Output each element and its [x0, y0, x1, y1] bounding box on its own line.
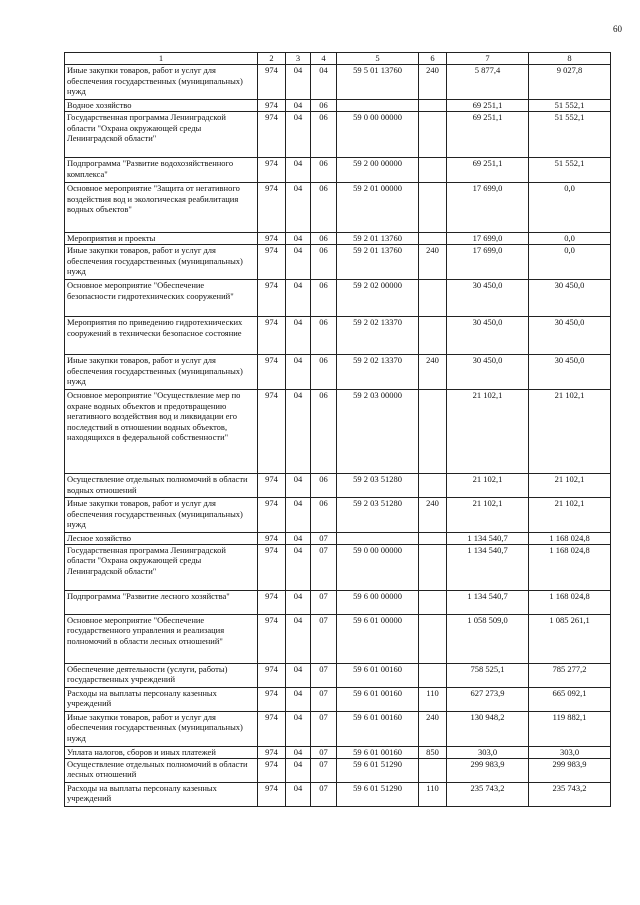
row-amount-year1-cell: 5 877,4 [447, 65, 529, 100]
row-subsection-cell: 07 [311, 663, 337, 687]
table-row [65, 100, 611, 112]
row-ministry-code-cell: 974 [258, 390, 286, 474]
row-subsection-cell: 07 [311, 590, 337, 614]
row-name-cell: Иные закупки товаров, работ и услуг для обеспечения государственных (муниципальных) нужд [65, 245, 258, 280]
table-row [65, 474, 611, 498]
row-amount-year1-cell: 299 983,9 [447, 758, 529, 782]
row-amount-year1-cell: 303,0 [447, 746, 529, 758]
row-target-article-cell: 59 2 03 00000 [337, 390, 419, 474]
row-expense-type-cell [419, 614, 447, 663]
row-name-cell: Иные закупки товаров, работ и услуг для обеспечения государственных (муниципальных) нужд [65, 355, 258, 390]
row-section-cell: 04 [286, 614, 311, 663]
row-subsection-cell: 06 [311, 183, 337, 233]
row-target-article-cell: 59 6 01 00160 [337, 663, 419, 687]
row-amount-year1-cell: 30 450,0 [447, 355, 529, 390]
row-ministry-code-cell: 974 [258, 112, 286, 158]
row-name-cell: Основное мероприятие "Обеспечение безопасности гидротехнических сооружений" [65, 280, 258, 317]
table-row [65, 355, 611, 390]
row-ministry-code-cell: 974 [258, 711, 286, 746]
header-col-3: 3 [286, 53, 311, 65]
row-expense-type-cell [419, 100, 447, 112]
row-target-article-cell: 59 2 01 13760 [337, 233, 419, 245]
row-amount-year2-cell: 30 450,0 [529, 355, 611, 390]
row-target-article-cell: 59 2 02 00000 [337, 280, 419, 317]
row-subsection-cell: 06 [311, 233, 337, 245]
row-name-cell: Основное мероприятие "Защита от негативного воздействия вод и экологическая реабилитация водных объектов" [65, 183, 258, 233]
row-target-article-cell: 59 2 01 00000 [337, 183, 419, 233]
row-target-article-cell: 59 0 00 00000 [337, 112, 419, 158]
row-section-cell: 04 [286, 544, 311, 590]
table-row [65, 65, 611, 100]
row-target-article-cell: 59 2 02 13370 [337, 317, 419, 355]
row-target-article-cell: 59 2 02 13370 [337, 355, 419, 390]
row-name-cell: Мероприятия по приведению гидротехнических сооружений в технически безопасное состояние [65, 317, 258, 355]
row-name-cell: Осуществление отдельных полномочий в области водных отношений [65, 474, 258, 498]
row-expense-type-cell: 240 [419, 711, 447, 746]
header-col-2: 2 [258, 53, 286, 65]
row-target-article-cell: 59 2 00 00000 [337, 158, 419, 183]
table-row [65, 158, 611, 183]
table-row [65, 782, 611, 806]
row-ministry-code-cell: 974 [258, 355, 286, 390]
row-amount-year2-cell: 1 168 024,8 [529, 544, 611, 590]
header-row [65, 53, 611, 65]
table-header [65, 53, 611, 65]
row-name-cell: Лесное хозяйство [65, 533, 258, 545]
row-ministry-code-cell: 974 [258, 158, 286, 183]
row-subsection-cell: 06 [311, 158, 337, 183]
row-ministry-code-cell: 974 [258, 280, 286, 317]
row-target-article-cell: 59 2 01 13760 [337, 245, 419, 280]
row-amount-year2-cell: 21 102,1 [529, 390, 611, 474]
row-amount-year2-cell: 30 450,0 [529, 280, 611, 317]
header-col-8: 8 [529, 53, 611, 65]
row-amount-year1-cell: 17 699,0 [447, 183, 529, 233]
row-name-cell: Уплата налогов, сборов и иных платежей [65, 746, 258, 758]
row-target-article-cell: 59 5 01 13760 [337, 65, 419, 100]
row-ministry-code-cell: 974 [258, 782, 286, 806]
row-amount-year1-cell: 69 251,1 [447, 112, 529, 158]
row-section-cell: 04 [286, 317, 311, 355]
row-amount-year1-cell: 69 251,1 [447, 100, 529, 112]
table-row [65, 183, 611, 233]
row-subsection-cell: 06 [311, 112, 337, 158]
row-expense-type-cell [419, 474, 447, 498]
row-expense-type-cell [419, 590, 447, 614]
row-amount-year2-cell: 30 450,0 [529, 317, 611, 355]
row-subsection-cell: 07 [311, 746, 337, 758]
row-section-cell: 04 [286, 112, 311, 158]
row-amount-year2-cell: 1 085 261,1 [529, 614, 611, 663]
table-row [65, 590, 611, 614]
row-expense-type-cell [419, 317, 447, 355]
table-row [65, 317, 611, 355]
row-section-cell: 04 [286, 746, 311, 758]
row-subsection-cell: 07 [311, 782, 337, 806]
row-expense-type-cell: 240 [419, 498, 447, 533]
row-expense-type-cell [419, 280, 447, 317]
row-ministry-code-cell: 974 [258, 663, 286, 687]
row-ministry-code-cell: 974 [258, 544, 286, 590]
row-expense-type-cell: 240 [419, 245, 447, 280]
row-subsection-cell: 07 [311, 614, 337, 663]
row-amount-year1-cell: 1 134 540,7 [447, 544, 529, 590]
row-name-cell: Иные закупки товаров, работ и услуг для обеспечения государственных (муниципальных) нужд [65, 498, 258, 533]
row-ministry-code-cell: 974 [258, 614, 286, 663]
row-amount-year1-cell: 30 450,0 [447, 280, 529, 317]
row-name-cell: Основное мероприятие "Осуществление мер по охране водных объектов и предотвращению негативного воздействия вод и ликвидации его последствий в отношении водных объектов, находящихся в федеральной собственности" [65, 390, 258, 474]
row-amount-year2-cell: 0,0 [529, 233, 611, 245]
row-amount-year2-cell: 1 168 024,8 [529, 590, 611, 614]
header-col-1: 1 [65, 53, 258, 65]
row-target-article-cell: 59 6 01 00160 [337, 687, 419, 711]
row-section-cell: 04 [286, 183, 311, 233]
row-expense-type-cell [419, 158, 447, 183]
row-amount-year2-cell: 119 882,1 [529, 711, 611, 746]
row-section-cell: 04 [286, 663, 311, 687]
header-col-5: 5 [337, 53, 419, 65]
row-name-cell: Подпрограмма "Развитие водохозяйственного комплекса" [65, 158, 258, 183]
row-section-cell: 04 [286, 687, 311, 711]
row-target-article-cell [337, 533, 419, 545]
header-col-6: 6 [419, 53, 447, 65]
row-section-cell: 04 [286, 280, 311, 317]
row-ministry-code-cell: 974 [258, 100, 286, 112]
page-number: 60 [613, 24, 622, 34]
row-expense-type-cell [419, 112, 447, 158]
row-amount-year2-cell: 235 743,2 [529, 782, 611, 806]
row-section-cell: 04 [286, 355, 311, 390]
table-row [65, 112, 611, 158]
row-name-cell: Осуществление отдельных полномочий в области лесных отношений [65, 758, 258, 782]
row-amount-year1-cell: 21 102,1 [447, 498, 529, 533]
row-section-cell: 04 [286, 158, 311, 183]
row-amount-year2-cell: 665 092,1 [529, 687, 611, 711]
budget-table [64, 52, 611, 807]
row-subsection-cell: 07 [311, 687, 337, 711]
row-ministry-code-cell: 974 [258, 183, 286, 233]
row-amount-year1-cell: 21 102,1 [447, 390, 529, 474]
row-name-cell: Основное мероприятие "Обеспечение государственного управления и реализация полномочий в области лесных отношений" [65, 614, 258, 663]
row-section-cell: 04 [286, 233, 311, 245]
table-row [65, 233, 611, 245]
table-row [65, 663, 611, 687]
row-section-cell: 04 [286, 474, 311, 498]
row-section-cell: 04 [286, 100, 311, 112]
row-subsection-cell: 06 [311, 355, 337, 390]
row-expense-type-cell [419, 533, 447, 545]
row-subsection-cell: 06 [311, 245, 337, 280]
row-expense-type-cell [419, 663, 447, 687]
row-target-article-cell: 59 2 03 51280 [337, 474, 419, 498]
row-amount-year1-cell: 21 102,1 [447, 474, 529, 498]
row-section-cell: 04 [286, 65, 311, 100]
row-subsection-cell: 06 [311, 317, 337, 355]
row-ministry-code-cell: 974 [258, 758, 286, 782]
row-amount-year2-cell: 299 983,9 [529, 758, 611, 782]
row-amount-year1-cell: 758 525,1 [447, 663, 529, 687]
row-name-cell: Государственная программа Ленинградской области "Охрана окружающей среды Ленинградской области" [65, 112, 258, 158]
table-row [65, 390, 611, 474]
row-section-cell: 04 [286, 245, 311, 280]
row-ministry-code-cell: 974 [258, 590, 286, 614]
row-name-cell: Обеспечение деятельности (услуги, работы) государственных учреждений [65, 663, 258, 687]
row-section-cell: 04 [286, 498, 311, 533]
row-target-article-cell: 59 2 03 51280 [337, 498, 419, 533]
row-name-cell: Расходы на выплаты персоналу казенных учреждений [65, 782, 258, 806]
row-subsection-cell: 07 [311, 758, 337, 782]
header-col-7: 7 [447, 53, 529, 65]
table-row [65, 544, 611, 590]
row-ministry-code-cell: 974 [258, 65, 286, 100]
row-ministry-code-cell: 974 [258, 474, 286, 498]
table-row [65, 533, 611, 545]
row-amount-year2-cell: 51 552,1 [529, 112, 611, 158]
row-section-cell: 04 [286, 533, 311, 545]
row-ministry-code-cell: 974 [258, 317, 286, 355]
table-body [65, 65, 611, 807]
row-ministry-code-cell: 974 [258, 746, 286, 758]
row-target-article-cell: 59 6 01 51290 [337, 758, 419, 782]
row-expense-type-cell: 110 [419, 782, 447, 806]
header-col-4: 4 [311, 53, 337, 65]
row-subsection-cell: 06 [311, 474, 337, 498]
row-subsection-cell: 06 [311, 498, 337, 533]
row-amount-year1-cell: 17 699,0 [447, 245, 529, 280]
row-section-cell: 04 [286, 390, 311, 474]
table-row [65, 245, 611, 280]
row-amount-year2-cell: 21 102,1 [529, 474, 611, 498]
row-target-article-cell: 59 6 00 00000 [337, 590, 419, 614]
row-amount-year2-cell: 0,0 [529, 183, 611, 233]
row-expense-type-cell: 110 [419, 687, 447, 711]
row-name-cell: Государственная программа Ленинградской области "Охрана окружающей среды Ленинградской области" [65, 544, 258, 590]
row-amount-year2-cell: 51 552,1 [529, 100, 611, 112]
table-row [65, 280, 611, 317]
row-amount-year1-cell: 130 948,2 [447, 711, 529, 746]
table-row [65, 711, 611, 746]
row-amount-year1-cell: 1 134 540,7 [447, 533, 529, 545]
row-target-article-cell: 59 6 01 00160 [337, 746, 419, 758]
row-expense-type-cell [419, 544, 447, 590]
row-amount-year1-cell: 69 251,1 [447, 158, 529, 183]
row-expense-type-cell: 240 [419, 355, 447, 390]
row-amount-year1-cell: 1 058 509,0 [447, 614, 529, 663]
row-name-cell: Водное хозяйство [65, 100, 258, 112]
row-amount-year2-cell: 51 552,1 [529, 158, 611, 183]
budget-table-container [64, 52, 610, 807]
row-expense-type-cell [419, 233, 447, 245]
row-expense-type-cell [419, 390, 447, 474]
row-target-article-cell: 59 6 01 00160 [337, 711, 419, 746]
row-target-article-cell [337, 100, 419, 112]
row-name-cell: Иные закупки товаров, работ и услуг для обеспечения государственных (муниципальных) нужд [65, 65, 258, 100]
row-amount-year2-cell: 0,0 [529, 245, 611, 280]
row-name-cell: Подпрограмма "Развитие лесного хозяйства" [65, 590, 258, 614]
table-row [65, 758, 611, 782]
row-amount-year2-cell: 9 027,8 [529, 65, 611, 100]
row-name-cell: Мероприятия и проекты [65, 233, 258, 245]
row-subsection-cell: 06 [311, 390, 337, 474]
row-subsection-cell: 04 [311, 65, 337, 100]
row-amount-year2-cell: 785 277,2 [529, 663, 611, 687]
row-target-article-cell: 59 6 01 51290 [337, 782, 419, 806]
table-row [65, 498, 611, 533]
row-expense-type-cell [419, 183, 447, 233]
row-amount-year2-cell: 21 102,1 [529, 498, 611, 533]
row-section-cell: 04 [286, 711, 311, 746]
row-amount-year1-cell: 17 699,0 [447, 233, 529, 245]
row-ministry-code-cell: 974 [258, 233, 286, 245]
row-subsection-cell: 07 [311, 711, 337, 746]
table-row [65, 687, 611, 711]
row-section-cell: 04 [286, 590, 311, 614]
row-amount-year2-cell: 303,0 [529, 746, 611, 758]
row-name-cell: Иные закупки товаров, работ и услуг для обеспечения государственных (муниципальных) нужд [65, 711, 258, 746]
row-expense-type-cell: 850 [419, 746, 447, 758]
row-ministry-code-cell: 974 [258, 245, 286, 280]
row-amount-year1-cell: 235 743,2 [447, 782, 529, 806]
row-amount-year1-cell: 627 273,9 [447, 687, 529, 711]
row-ministry-code-cell: 974 [258, 533, 286, 545]
table-row [65, 614, 611, 663]
row-name-cell: Расходы на выплаты персоналу казенных учреждений [65, 687, 258, 711]
table-row [65, 746, 611, 758]
row-expense-type-cell: 240 [419, 65, 447, 100]
row-subsection-cell: 07 [311, 544, 337, 590]
row-amount-year1-cell: 1 134 540,7 [447, 590, 529, 614]
row-amount-year2-cell: 1 168 024,8 [529, 533, 611, 545]
row-expense-type-cell [419, 758, 447, 782]
row-target-article-cell: 59 6 01 00000 [337, 614, 419, 663]
row-subsection-cell: 06 [311, 280, 337, 317]
row-section-cell: 04 [286, 758, 311, 782]
row-section-cell: 04 [286, 782, 311, 806]
row-ministry-code-cell: 974 [258, 687, 286, 711]
row-subsection-cell: 07 [311, 533, 337, 545]
row-ministry-code-cell: 974 [258, 498, 286, 533]
row-amount-year1-cell: 30 450,0 [447, 317, 529, 355]
row-target-article-cell: 59 0 00 00000 [337, 544, 419, 590]
row-subsection-cell: 06 [311, 100, 337, 112]
